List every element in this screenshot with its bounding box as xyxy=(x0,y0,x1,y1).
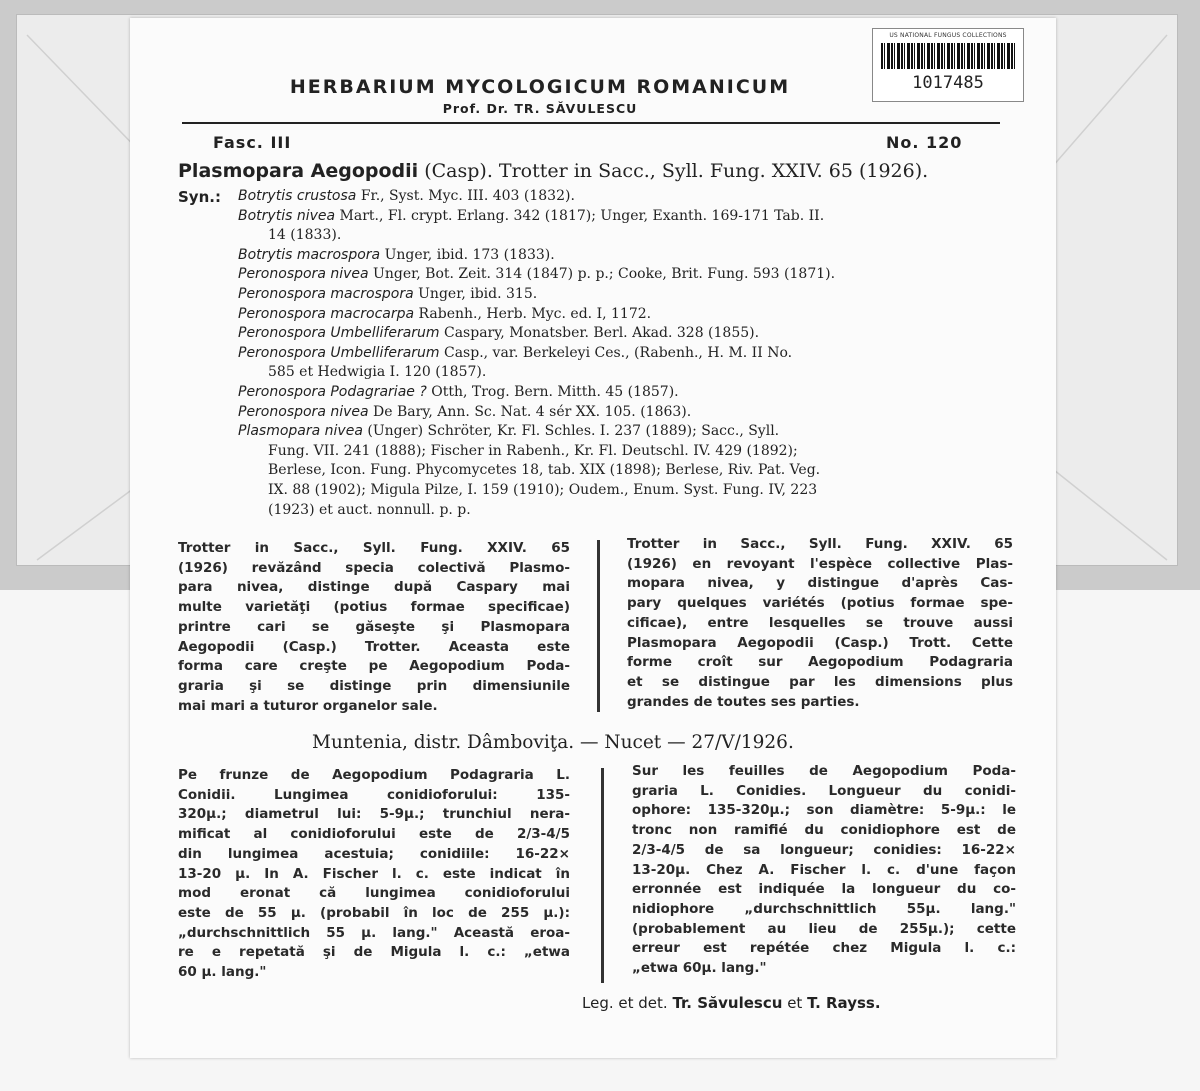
text-line: cificae), entre lesquelles se trouve aussi xyxy=(627,614,1013,631)
text-line: 13-20 μ. In A. Fischer l. c. este indicat în xyxy=(178,865,570,882)
synonym-reference: (1923) et auct. nonnull. p. p. xyxy=(268,501,471,518)
text-line: 60 μ. lang." xyxy=(178,964,267,981)
text-line: multe varietăţi (potius formae specificae) xyxy=(178,599,570,616)
synonym-line xyxy=(268,442,798,461)
text-line: printre cari se găseşte şi Plasmopara xyxy=(178,618,570,635)
text-line: para nivea, distinge după Caspary mai xyxy=(178,579,570,596)
collector-prefix: Leg. et det. xyxy=(582,994,668,1012)
species-binomial: Plasmopara Aegopodii xyxy=(178,160,419,182)
synonym-line xyxy=(268,501,471,520)
collector-name-2: T. Rayss. xyxy=(807,994,881,1012)
text-line: mai mari a tuturor organelor sale. xyxy=(178,697,438,714)
column-divider xyxy=(601,768,604,983)
text-line: mod eronat că lungimea conidioforului xyxy=(178,885,570,902)
synonym-line xyxy=(238,344,792,363)
text-line: 2/3-4/5 de sa longueur; conidies: 16-22× xyxy=(632,841,1016,858)
synonym-line xyxy=(238,187,575,206)
text-line: graria şi se distinge prin dimensiunile xyxy=(178,677,570,694)
note-romanian xyxy=(178,539,570,716)
synonym-line xyxy=(238,305,651,324)
fascicle-number: Fasc. III xyxy=(213,133,292,152)
description-romanian xyxy=(178,766,570,983)
synonym-line xyxy=(238,422,779,441)
synonym-line xyxy=(238,246,555,265)
text-line: Pe frunze de Aegopodium Podagraria L. xyxy=(178,767,570,783)
synonym-taxon: Peronospora macrospora xyxy=(238,286,414,302)
collector-name-1: Tr. Săvulescu xyxy=(672,994,783,1012)
synonym-reference: Mart., Fl. crypt. Erlang. 342 (1817); Unger, Exanth. 169-171 Tab. II. xyxy=(339,207,825,224)
synonym-reference: IX. 88 (1902); Migula Pilze, I. 159 (1910); Oudem., Enum. Syst. Fung. IV, 223 xyxy=(268,482,818,498)
text-line: forma care creşte pe Aegopodium Poda- xyxy=(178,658,570,675)
text-line: „etwa 60μ. lang." xyxy=(632,960,767,977)
synonym-taxon: Peronospora Umbelliferarum xyxy=(238,344,440,361)
text-line: re e repetată şi de Migula l. c.: „etwa xyxy=(178,944,570,961)
synonym-reference: 14 (1833). xyxy=(268,227,342,244)
text-line: 13-20μ. Chez A. Fischer l. c. d'une façon xyxy=(632,861,1016,878)
synonym-line xyxy=(238,265,835,284)
text-line: Conidii. Lungimea conidioforului: 135- xyxy=(178,786,570,803)
text-line: erronnée est indiquée la longueur du co- xyxy=(632,881,1016,898)
synonym-taxon: Peronospora nivea xyxy=(238,403,369,420)
synonym-reference: (Unger) Schröter, Kr. Fl. Schles. I. 237 (1889); Sacc., Syll. xyxy=(367,423,780,440)
synonym-reference: Rabenh., Herb. Myc. ed. I, 1172. xyxy=(418,305,652,322)
text-line: 320μ.; diametrul lui: 5-9μ.; trunchiul nera- xyxy=(178,806,570,823)
synonym-taxon: Botrytis crustosa xyxy=(238,188,357,204)
text-line: mopara nivea, y distingue d'après Cas- xyxy=(627,575,1013,592)
text-line: (probablement au lieu de 255μ.); cette xyxy=(632,920,1016,937)
text-line: erreur est repétée chez Migula l. c.: xyxy=(632,940,1016,957)
text-line: „durchschnittlich 55 μ. lang." Această eroa- xyxy=(178,924,570,941)
synonym-taxon: Peronospora Podagrariae ? xyxy=(238,384,427,400)
text-line: Aegopodii (Casp.) Trotter. Aceasta este xyxy=(178,638,570,655)
note-french xyxy=(627,535,1013,712)
synonym-reference: Caspary, Monatsber. Berl. Akad. 328 (1855). xyxy=(444,325,760,342)
synonym-reference: Casp., var. Berkeleyi Ces., (Rabenh., H. M. II No. xyxy=(444,344,793,361)
text-line: grandes de toutes ses parties. xyxy=(627,693,860,710)
synonym-reference: Unger, ibid. 315. xyxy=(418,286,538,302)
barcode-caption: US NATIONAL FUNGUS COLLECTIONS xyxy=(889,32,1007,39)
text-line: ophore: 135-320μ.; son diamètre: 5-9μ.: le xyxy=(632,802,1016,819)
barcode-bars xyxy=(881,43,1015,69)
species-authority: (Casp). Trotter in Sacc., Syll. Fung. XXIV. 65 (1926). xyxy=(424,160,929,182)
synonym-taxon: Plasmopara nivea xyxy=(238,423,363,440)
synonym-taxon: Botrytis macrospora xyxy=(238,246,381,263)
synonym-line xyxy=(238,403,691,422)
synonym-line xyxy=(268,363,486,382)
synonym-taxon: Peronospora Umbelliferarum xyxy=(238,325,440,342)
species-name xyxy=(178,160,928,182)
collector-conjunction: et xyxy=(787,994,803,1012)
synonym-reference: De Bary, Ann. Sc. Nat. 4 sér XX. 105. (1863). xyxy=(373,403,692,420)
synonym-line xyxy=(238,285,537,304)
synonym-reference: Fung. VII. 241 (1888); Fischer in Rabenh., Kr. Fl. Deutschl. IV. 429 (1892); xyxy=(268,442,798,459)
synonym-line xyxy=(268,226,341,245)
text-line: et se distingue par les dimensions plus xyxy=(627,673,1013,690)
synonym-line xyxy=(268,481,817,500)
synonym-line xyxy=(238,207,824,226)
text-line: pary quelques variétés (potius formae spe- xyxy=(627,595,1013,612)
text-line: graria L. Conidies. Longueur du conidi- xyxy=(632,782,1016,799)
specimen-number: No. 120 xyxy=(886,133,963,152)
text-line: din lungimea acestuia; conidiile: 16-22× xyxy=(178,845,570,862)
column-divider xyxy=(597,540,600,712)
synonym-reference: Unger, Bot. Zeit. 314 (1847) p. p.; Cooke, Brit. Fung. 593 (1871). xyxy=(373,266,836,283)
synonym-line xyxy=(238,324,759,343)
synonym-reference: Otth, Trog. Bern. Mitth. 45 (1857). xyxy=(431,384,679,400)
text-line: (1926) en revoyant l'espèce collective Plas- xyxy=(627,555,1013,572)
synonym-taxon: Botrytis nivea xyxy=(238,207,336,224)
synonym-taxon: Peronospora macrocarpa xyxy=(238,305,415,322)
text-line: tronc non ramifié du conidiophore est de xyxy=(632,822,1016,839)
text-line: mificat al conidioforului este de 2/3-4/5 xyxy=(178,826,570,843)
synonym-line xyxy=(268,461,820,480)
description-french xyxy=(632,762,1016,979)
synonym-reference: 585 et Hedwigia I. 120 (1857). xyxy=(268,364,487,381)
text-line: Trotter in Sacc., Syll. Fung. XXIV. 65 xyxy=(627,536,1013,552)
text-line: este de 55 μ. (probabil în loc de 255 μ.): xyxy=(178,904,570,921)
synonym-reference: Unger, ibid. 173 (1833). xyxy=(384,246,555,263)
collector-line xyxy=(582,994,881,1012)
synonym-reference: Berlese, Icon. Fung. Phycomycetes 18, tab. XIX (1898); Berlese, Riv. Pat. Veg. xyxy=(268,462,821,479)
text-line: (1926) revăzând specia colectivă Plasmo- xyxy=(178,559,570,576)
text-line: Trotter in Sacc., Syll. Fung. XXIV. 65 xyxy=(178,540,570,556)
herbarium-title: HERBARIUM MYCOLOGICUM ROMANICUM xyxy=(289,76,791,98)
collection-locality: Muntenia, distr. Dâmboviţa. — Nucet — 27/V/1926. xyxy=(312,732,794,753)
synonym-line xyxy=(238,383,679,402)
text-line: nidiophore „durchschnittlich 55μ. lang." xyxy=(632,900,1016,917)
herbarium-subtitle: Prof. Dr. TR. SĂVULESCU xyxy=(442,101,638,116)
header-rule xyxy=(182,122,1000,124)
barcode-number: 1017485 xyxy=(912,73,984,93)
text-line: Plasmopara Aegopodii (Casp.) Trott. Cette xyxy=(627,634,1013,651)
text-line: forme croît sur Aegopodium Podagraria xyxy=(627,654,1013,671)
text-line: Sur les feuilles de Aegopodium Poda- xyxy=(632,763,1016,779)
synonym-taxon: Peronospora nivea xyxy=(238,266,369,283)
synonyms-label: Syn.: xyxy=(178,188,221,206)
synonym-reference: Fr., Syst. Myc. III. 403 (1832). xyxy=(360,188,575,204)
